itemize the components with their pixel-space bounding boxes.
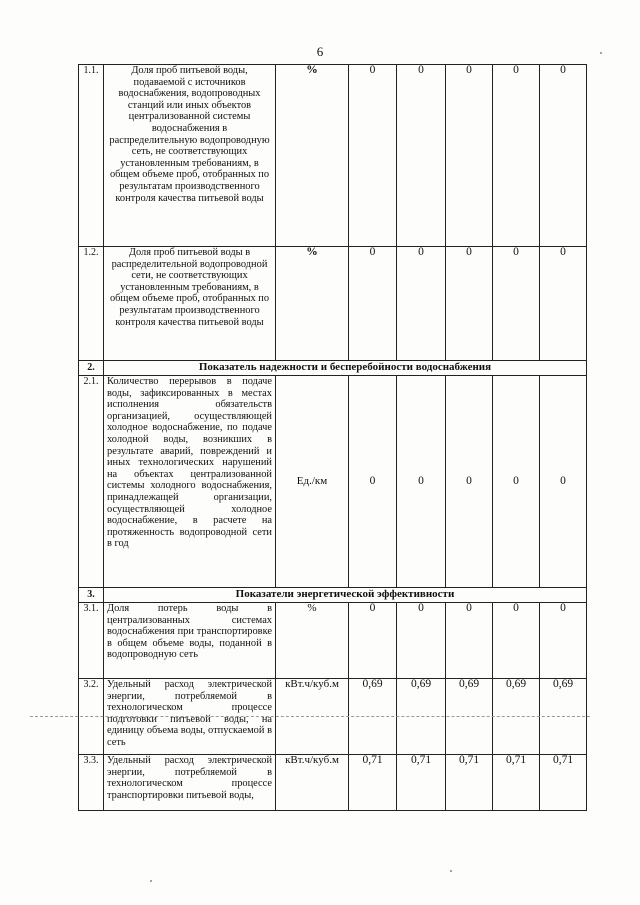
row-unit: % — [276, 603, 349, 679]
row-value: 0 — [540, 247, 587, 361]
row-description: Удельный расход электрической энергии, потребляемой в технологическом процессе подготовки питьевой воды, на единицу объема воды, отпускаемой в сеть — [104, 679, 276, 755]
row-value: 0 — [446, 247, 493, 361]
row-number: 3.2. — [79, 679, 104, 755]
indicators-table — [78, 64, 587, 811]
row-value: 0 — [349, 247, 397, 361]
row-number: 3.1. — [79, 603, 104, 679]
row-value: 0 — [493, 65, 540, 247]
row-value: 0 — [397, 603, 446, 679]
scan-speck — [150, 880, 152, 882]
table-row — [79, 603, 587, 679]
row-number: 3.3. — [79, 755, 104, 811]
section-title: Показатели энергетической эффективности — [104, 588, 587, 603]
table-row — [79, 65, 587, 247]
row-unit: % — [276, 247, 349, 361]
section-title: Показатель надежности и бесперебойности водоснабжения — [104, 361, 587, 376]
scan-speck — [450, 870, 452, 872]
row-value: 0,71 — [540, 755, 587, 811]
row-unit: кВт.ч/куб.м — [276, 679, 349, 755]
row-description: Доля проб питьевой воды в распределительной водопроводной сети, не соответствующих установленным требованиям, в общем объеме проб, отобранных по результатам производственного контроля качества питьевой воды — [104, 247, 276, 361]
row-value: 0 — [397, 247, 446, 361]
row-unit: Ед./км — [276, 376, 349, 588]
row-number: 2.1. — [79, 376, 104, 588]
row-value: 0 — [493, 247, 540, 361]
row-value: 0 — [397, 376, 446, 588]
row-description: Доля проб питьевой воды, подаваемой с источников водоснабжения, водопроводных станций или иных объектов централизованной системы водоснабжения в распределительную водопроводную сеть, не соответствующих установленным требованиям, в общем объеме проб, отобранных по результатам производственного контроля качества питьевой воды — [104, 65, 276, 247]
table-row — [79, 247, 587, 361]
row-value: 0,69 — [397, 679, 446, 755]
row-value: 0 — [349, 376, 397, 588]
row-number: 1.2. — [79, 247, 104, 361]
scan-artifact-line — [30, 716, 590, 717]
section-number: 3. — [79, 588, 104, 603]
row-value: 0,71 — [397, 755, 446, 811]
row-value: 0 — [446, 376, 493, 588]
row-unit: % — [276, 65, 349, 247]
table-row — [79, 376, 587, 588]
scan-speck — [600, 52, 602, 54]
row-value: 0,71 — [493, 755, 540, 811]
row-value: 0 — [493, 603, 540, 679]
row-description: Количество перерывов в подаче воды, зафиксированных в местах исполнения обязательств организацией, осуществляющей холодное водоснабжение, по подаче холодной воды, возникших в результате аварий, повреждений и иных технологических нарушений на объектах централизованной системы холодного водоснабжения, принадлежащей организации, осуществляющей холодное водоснабжение, в расчете на протяженность водопроводной сети в год — [104, 376, 276, 588]
row-description: Доля потерь воды в централизованных системах водоснабжения при транспортировке в общем объеме воды, поданной в водопроводную сеть — [104, 603, 276, 679]
row-value: 0 — [397, 65, 446, 247]
row-value: 0,69 — [446, 679, 493, 755]
row-value: 0 — [540, 376, 587, 588]
row-value: 0,71 — [349, 755, 397, 811]
row-unit: кВт.ч/куб.м — [276, 755, 349, 811]
row-value: 0 — [349, 65, 397, 247]
row-value: 0,69 — [349, 679, 397, 755]
row-number: 1.1. — [79, 65, 104, 247]
row-value: 0 — [540, 65, 587, 247]
section-header — [79, 361, 587, 376]
page-number: 6 — [316, 44, 324, 59]
row-value: 0 — [349, 603, 397, 679]
section-header — [79, 588, 587, 603]
section-number: 2. — [79, 361, 104, 376]
table-row — [79, 755, 587, 811]
row-value: 0 — [446, 65, 493, 247]
row-value: 0 — [540, 603, 587, 679]
row-value: 0,69 — [493, 679, 540, 755]
row-value: 0,69 — [540, 679, 587, 755]
row-value: 0 — [446, 603, 493, 679]
row-value: 0,71 — [446, 755, 493, 811]
row-description: Удельный расход электрической энергии, потребляемой в технологическом процессе транспортировки питьевой воды, — [104, 755, 276, 811]
row-value: 0 — [493, 376, 540, 588]
